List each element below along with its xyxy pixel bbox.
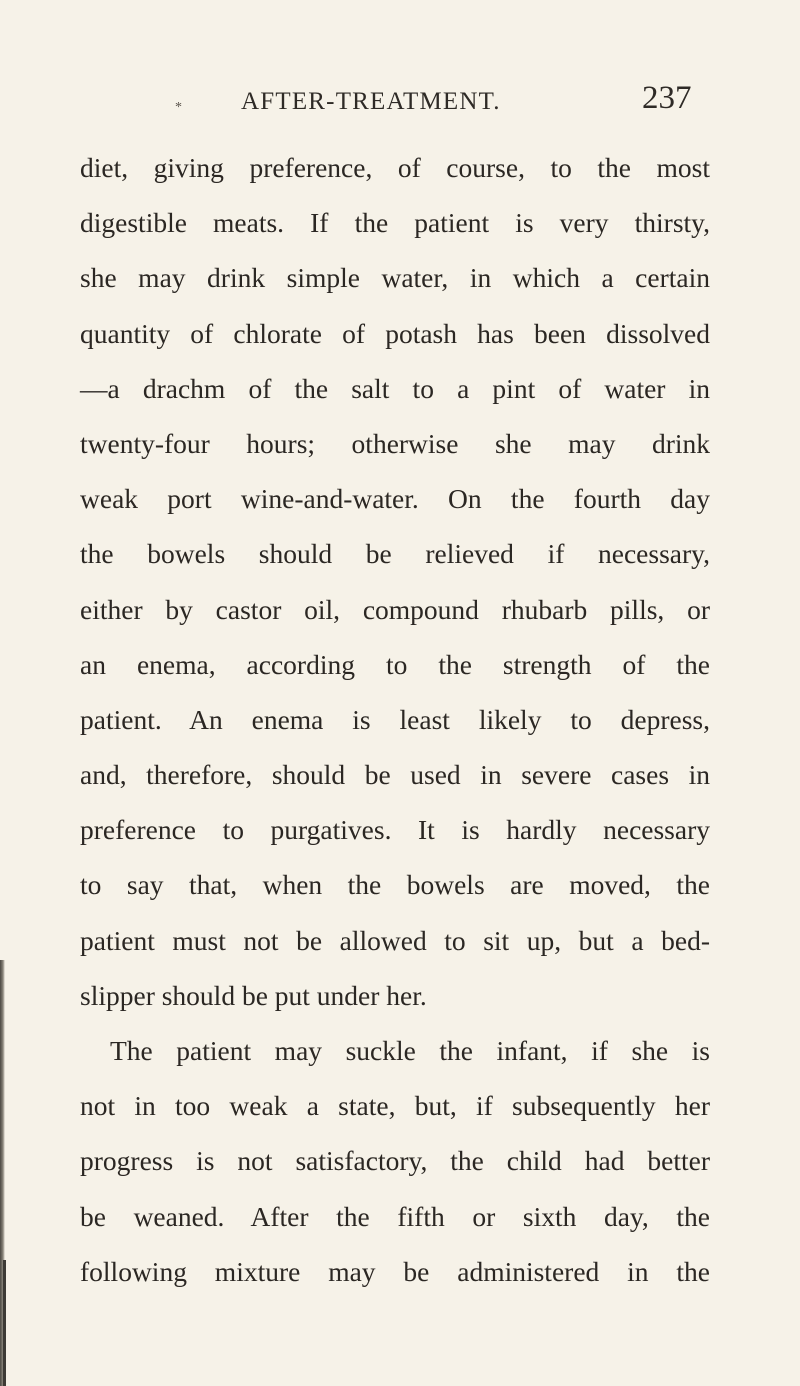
text-line: digestible meats. If the patient is very thirsty, [80,207,710,239]
printer-mark: * [175,100,182,115]
text-line: twenty-four hours; otherwise she may drink [80,427,710,459]
text-line: not in too weak a state, but, if subsequently her [80,1090,710,1122]
page-number: 237 [642,80,692,116]
text-line: weak port wine-and-water. On the fourth day [80,483,710,515]
text-line: an enema, according to the strength of the [80,648,710,680]
text-line: she may drink simple water, in which a certain [80,262,710,294]
text-line: either by castor oil, compound rhubarb pills, or [80,593,710,625]
text-line: following mixture may be administered in the [80,1255,710,1287]
text-line: progress is not satisfactory, the child had better [80,1145,710,1177]
text-line: —a drachm of the salt to a pint of water in [80,372,710,404]
paragraph-start-line: The patient may suckle the infant, if she is [110,1035,710,1066]
page-header [0,80,800,124]
text-line: and, therefore, should be used in severe cases in [80,759,710,791]
text-line: quantity of chlorate of potash has been dissolved [80,317,710,349]
text-line: slipper should be put under her. [80,979,427,1011]
text-line: the bowels should be relieved if necessary, [80,538,710,570]
running-head: AFTER-TREATMENT. [241,88,501,115]
text-line: diet, giving preference, of course, to the most [80,152,710,183]
text-line: preference to purgatives. It is hardly necessary [80,814,710,846]
text-line: be weaned. After the fifth or sixth day, the [80,1200,710,1232]
text-line: patient must not be allowed to sit up, but a bed- [80,924,710,956]
text-line: to say that, when the bowels are moved, the [80,869,710,901]
body-text [80,140,710,1299]
text-line: patient. An enema is least likely to depress, [80,703,710,735]
page-edge-shadow [3,1260,6,1386]
